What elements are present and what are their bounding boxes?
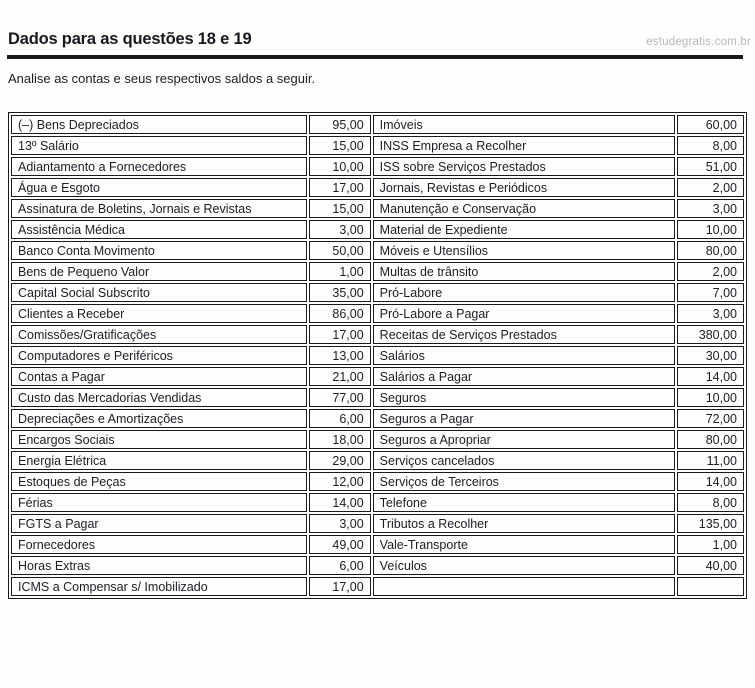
account-name-right: Receitas de Serviços Prestados [373,325,675,344]
account-name-left: Clientes a Receber [11,304,307,323]
table-row [11,283,744,302]
account-name-left: ICMS a Compensar s/ Imobilizado [11,577,307,596]
page-title: Dados para as questões 18 e 19 [8,30,252,48]
account-value-right: 80,00 [677,241,744,260]
account-value-right: 11,00 [677,451,744,470]
table-row [11,472,744,491]
account-value-right: 10,00 [677,388,744,407]
account-name-left: Capital Social Subscrito [11,283,307,302]
account-value-right: 380,00 [677,325,744,344]
table-row [11,409,744,428]
table-row [11,556,744,575]
account-name-right [373,577,675,596]
table-row [11,388,744,407]
account-value-left: 15,00 [309,136,371,155]
table-row [11,325,744,344]
table-row [11,535,744,554]
account-name-right: Serviços cancelados [373,451,675,470]
account-name-right: Móveis e Utensílios [373,241,675,260]
account-value-right [677,577,744,596]
account-value-right: 8,00 [677,136,744,155]
account-name-right: Jornais, Revistas e Periódicos [373,178,675,197]
account-name-left: Água e Esgoto [11,178,307,197]
account-value-left: 17,00 [309,577,371,596]
table-row [11,136,744,155]
account-name-right: Salários a Pagar [373,367,675,386]
account-name-left: Assistência Médica [11,220,307,239]
account-name-left: Horas Extras [11,556,307,575]
account-name-left: Fornecedores [11,535,307,554]
account-value-right: 10,00 [677,220,744,239]
account-value-left: 14,00 [309,493,371,512]
account-value-left: 18,00 [309,430,371,449]
account-value-left: 6,00 [309,409,371,428]
account-name-right: Veículos [373,556,675,575]
intro-text: Analise as contas e seus respectivos saldos a seguir. [8,71,316,86]
title-divider [7,55,743,59]
account-value-right: 30,00 [677,346,744,365]
account-name-right: Serviços de Terceiros [373,472,675,491]
account-value-left: 21,00 [309,367,371,386]
account-value-left: 35,00 [309,283,371,302]
table-row [11,157,744,176]
account-value-left: 10,00 [309,157,371,176]
account-value-left: 17,00 [309,178,371,197]
account-value-left: 3,00 [309,514,371,533]
site-watermark: estudegratis.com.br [646,36,751,48]
account-name-left: Custo das Mercadorias Vendidas [11,388,307,407]
account-value-right: 60,00 [677,115,744,134]
account-value-left: 1,00 [309,262,371,281]
table-row [11,115,744,134]
account-name-right: Salários [373,346,675,365]
account-value-left: 17,00 [309,325,371,344]
account-name-left: (–) Bens Depreciados [11,115,307,134]
account-value-left: 49,00 [309,535,371,554]
account-name-left: Computadores e Periféricos [11,346,307,365]
table-row [11,451,744,470]
account-name-right: Seguros a Apropriar [373,430,675,449]
table-row [11,493,744,512]
account-value-right: 14,00 [677,367,744,386]
account-name-right: Material de Expediente [373,220,675,239]
account-value-right: 7,00 [677,283,744,302]
account-name-right: Pró-Labore [373,283,675,302]
account-name-right: Telefone [373,493,675,512]
account-name-right: Vale-Transporte [373,535,675,554]
account-name-left: Encargos Sociais [11,430,307,449]
accounts-table-body [11,115,744,596]
account-value-left: 3,00 [309,220,371,239]
account-value-right: 135,00 [677,514,744,533]
account-name-right: Seguros a Pagar [373,409,675,428]
table-row [11,262,744,281]
account-value-left: 50,00 [309,241,371,260]
table-row [11,178,744,197]
account-name-left: FGTS a Pagar [11,514,307,533]
account-name-left: Contas a Pagar [11,367,307,386]
table-row [11,220,744,239]
document-header [8,30,746,49]
account-name-right: Seguros [373,388,675,407]
account-value-left: 12,00 [309,472,371,491]
account-name-left: Estoques de Peças [11,472,307,491]
account-name-left: Adiantamento a Fornecedores [11,157,307,176]
account-name-right: Multas de trânsito [373,262,675,281]
table-row [11,367,744,386]
table-row [11,514,744,533]
account-value-left: 13,00 [309,346,371,365]
account-name-left: Energia Elétrica [11,451,307,470]
account-value-right: 2,00 [677,262,744,281]
account-value-right: 2,00 [677,178,744,197]
account-value-right: 3,00 [677,304,744,323]
account-name-left: Comissões/Gratificações [11,325,307,344]
table-row [11,430,744,449]
account-value-left: 29,00 [309,451,371,470]
account-value-right: 8,00 [677,493,744,512]
account-value-right: 14,00 [677,472,744,491]
account-name-right: Pró-Labore a Pagar [373,304,675,323]
account-value-left: 77,00 [309,388,371,407]
account-value-left: 15,00 [309,199,371,218]
account-value-right: 1,00 [677,535,744,554]
accounts-table [8,112,747,599]
account-value-right: 40,00 [677,556,744,575]
account-name-right: Manutenção e Conservação [373,199,675,218]
account-name-right: ISS sobre Serviços Prestados [373,157,675,176]
account-name-right: INSS Empresa a Recolher [373,136,675,155]
account-name-left: 13º Salário [11,136,307,155]
account-value-left: 6,00 [309,556,371,575]
table-row [11,304,744,323]
account-name-left: Banco Conta Movimento [11,241,307,260]
table-row [11,199,744,218]
account-name-right: Tributos a Recolher [373,514,675,533]
account-name-left: Férias [11,493,307,512]
account-value-right: 51,00 [677,157,744,176]
account-value-right: 3,00 [677,199,744,218]
account-name-left: Assinatura de Boletins, Jornais e Revistas [11,199,307,218]
account-name-left: Depreciações e Amortizações [11,409,307,428]
account-value-right: 72,00 [677,409,744,428]
account-value-right: 80,00 [677,430,744,449]
account-name-right: Imóveis [373,115,675,134]
table-row [11,346,744,365]
account-name-left: Bens de Pequeno Valor [11,262,307,281]
table-row [11,577,744,596]
account-value-left: 95,00 [309,115,371,134]
account-value-left: 86,00 [309,304,371,323]
table-row [11,241,744,260]
